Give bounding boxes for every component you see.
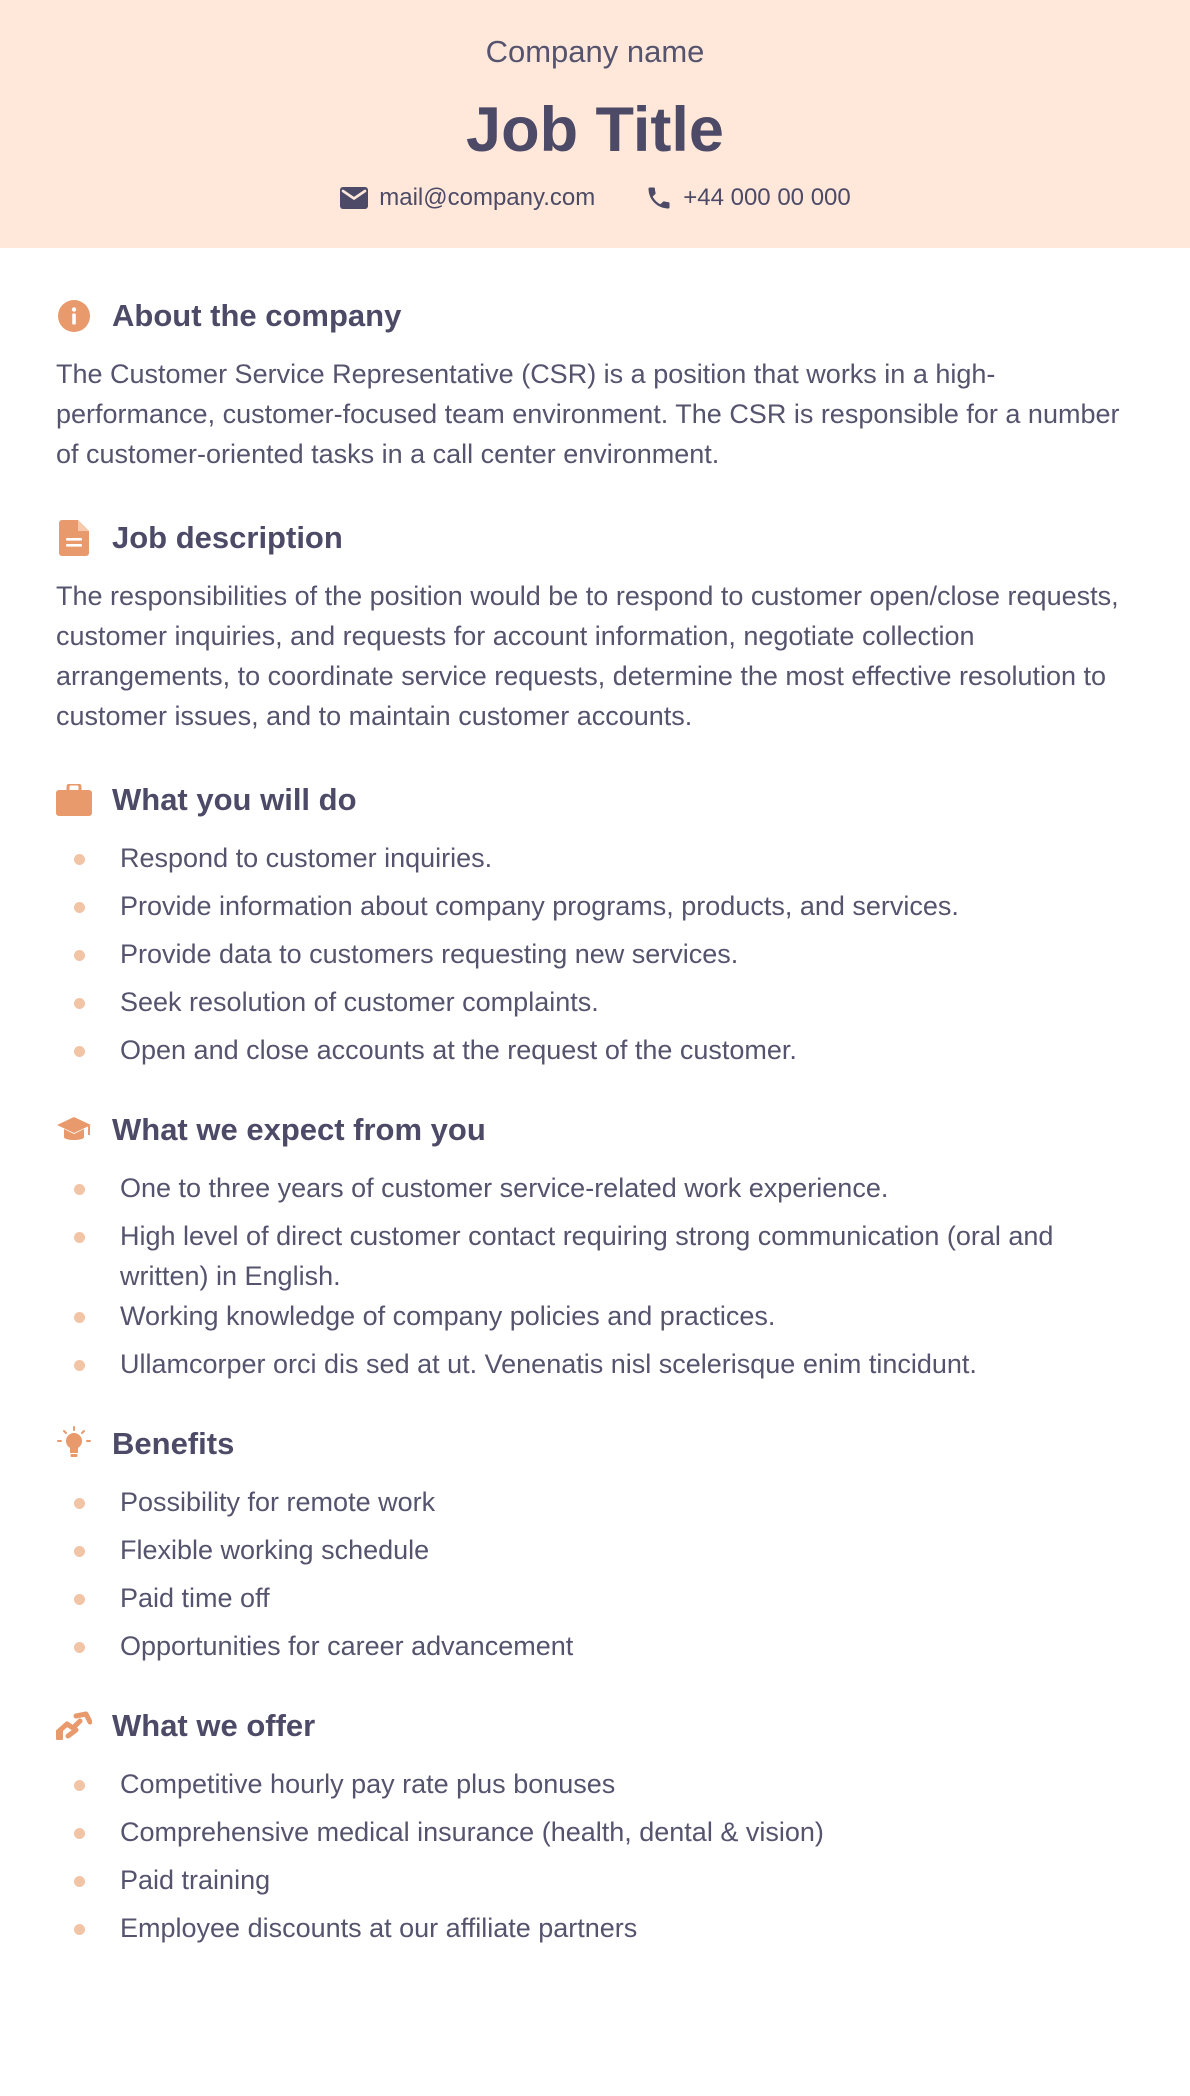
offer-list: [56, 1764, 1134, 1948]
list-item: Comprehensive medical insurance (health, dental & vision): [56, 1812, 1134, 1852]
lightbulb-icon: [56, 1426, 92, 1462]
header: [0, 0, 1190, 248]
job-title: Job Title: [466, 95, 724, 165]
document-icon: [56, 520, 92, 556]
handshake-icon: [56, 1708, 92, 1744]
section-title-description: [56, 514, 1134, 562]
section-title-expect: [56, 1106, 1134, 1154]
list-item: High level of direct customer contact requiring strong communication (oral and written) in English.: [56, 1216, 1134, 1296]
section-heading: What we expect from you: [112, 1112, 486, 1147]
benefits-list: [56, 1482, 1134, 1666]
section-heading: What we offer: [112, 1708, 316, 1743]
section-title-will-do: [56, 776, 1134, 824]
section-title-offer: [56, 1702, 1134, 1750]
list-item: Working knowledge of company policies and practices.: [56, 1296, 1134, 1336]
section-will-do: [56, 776, 1134, 1070]
contact-info: [0, 181, 1190, 215]
list-item: Opportunities for career advancement: [56, 1626, 1134, 1666]
section-heading: Job description: [112, 520, 343, 555]
list-item: Paid training: [56, 1860, 1134, 1900]
section-title-benefits: [56, 1420, 1134, 1468]
section-heading: About the company: [112, 298, 402, 333]
list-item: Seek resolution of customer complaints.: [56, 982, 1134, 1022]
phone-icon: [645, 184, 673, 212]
list-item: Possibility for remote work: [56, 1482, 1134, 1522]
mail-icon: [339, 186, 369, 210]
phone-text[interactable]: +44 000 00 000: [683, 184, 851, 211]
list-item: Provide data to customers requesting new services.: [56, 934, 1134, 974]
description-text: The responsibilities of the position would be to respond to customer open/close requests, customer inquiries, and requests for account information, negotiate collection arrangements, to coordinate service requests, determine the most effective resolution to customer issues, and to maintain customer accounts.: [56, 581, 1119, 731]
will-do-list: [56, 838, 1134, 1070]
section-heading: What you will do: [112, 782, 357, 817]
section-offer: [56, 1702, 1134, 1948]
about-text: The Customer Service Representative (CSR) is a position that works in a high-performance, customer-focused team environment. The CSR is responsible for a number of customer-oriented tasks in a call center environment.: [56, 359, 1120, 469]
section-about: [56, 292, 1134, 474]
section-title-about: [56, 292, 1134, 340]
list-item: Respond to customer inquiries.: [56, 838, 1134, 878]
section-benefits: [56, 1420, 1134, 1666]
phone-contact[interactable]: [645, 181, 851, 215]
section-expect: [56, 1106, 1134, 1384]
briefcase-icon: [56, 782, 92, 818]
list-item: Competitive hourly pay rate plus bonuses: [56, 1764, 1134, 1804]
list-item: Paid time off: [56, 1578, 1134, 1618]
section-description: [56, 514, 1134, 736]
list-item: Provide information about company programs, products, and services.: [56, 886, 1134, 926]
expect-list: [56, 1168, 1134, 1384]
info-icon: [56, 298, 92, 334]
email-text[interactable]: mail@company.com: [379, 184, 596, 211]
job-content: [0, 292, 1190, 1948]
list-item: One to three years of customer service-related work experience.: [56, 1168, 1134, 1208]
section-heading: Benefits: [112, 1426, 235, 1461]
email-contact[interactable]: [339, 181, 595, 215]
list-item: Employee discounts at our affiliate partners: [56, 1908, 1134, 1948]
graduation-cap-icon: [56, 1112, 92, 1148]
list-item: Ullamcorper orci dis sed at ut. Venenatis nisl scelerisque enim tincidunt.: [56, 1344, 1134, 1384]
company-name: Company name: [485, 34, 705, 69]
list-item: Flexible working schedule: [56, 1530, 1134, 1570]
list-item: Open and close accounts at the request of the customer.: [56, 1030, 1134, 1070]
